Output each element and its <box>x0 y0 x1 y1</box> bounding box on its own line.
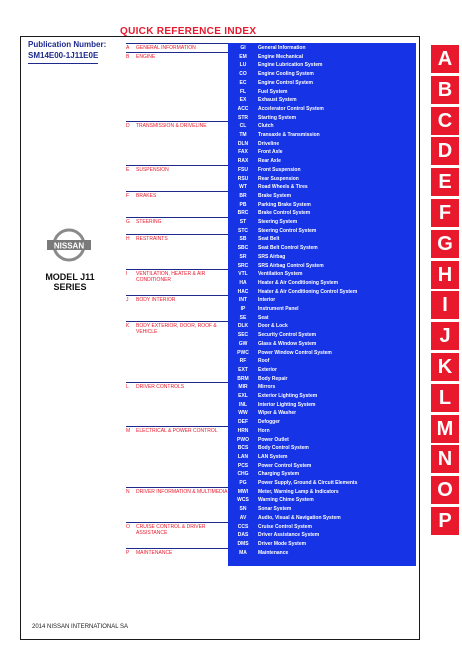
group-name: RESTRAINTS <box>136 236 168 243</box>
index-title: Power Outlet <box>258 436 289 443</box>
index-row[interactable] <box>228 305 416 314</box>
index-code: CHG <box>237 471 249 478</box>
index-row[interactable] <box>228 523 416 532</box>
index-row[interactable] <box>228 235 416 244</box>
index-code: BRM <box>237 375 249 382</box>
index-title: SRS Airbag Control System <box>258 262 324 269</box>
group-divider <box>126 191 228 192</box>
publication-divider <box>28 63 98 64</box>
index-title: Engine Mechanical <box>258 53 304 60</box>
index-title: General Information <box>258 45 306 51</box>
index-title: Charging System <box>258 471 300 478</box>
index-row[interactable] <box>228 183 416 192</box>
index-code: PG <box>239 480 247 486</box>
index-row[interactable] <box>228 70 416 79</box>
index-title: Exhaust System <box>258 97 297 104</box>
index-row[interactable] <box>228 209 416 218</box>
group-name: SUSPENSION <box>136 166 169 173</box>
index-code: TM <box>239 132 247 138</box>
group-divider <box>126 426 228 427</box>
index-row[interactable] <box>228 392 416 401</box>
group-divider <box>126 43 228 44</box>
index-title: Mirrors <box>258 384 276 391</box>
index-title: Horn <box>258 427 270 434</box>
index-title: Seat Belt Control System <box>258 245 318 252</box>
index-title: Clutch <box>258 123 274 130</box>
group-letter: D <box>126 123 130 130</box>
index-row[interactable] <box>228 401 416 410</box>
index-title: Sonar System <box>258 506 292 513</box>
group-letter: M <box>126 427 131 434</box>
index-title: Seat <box>258 314 269 321</box>
index-code: ACC <box>237 105 249 112</box>
index-title: SRS Airbag <box>258 253 286 260</box>
group-divider <box>126 269 228 270</box>
index-row[interactable] <box>228 514 416 523</box>
index-code: RSU <box>237 175 249 182</box>
index-title: Power Window Control System <box>258 349 332 356</box>
index-title: Parking Brake System <box>258 201 311 208</box>
nissan-logo <box>46 228 92 267</box>
section-tab[interactable]: C <box>431 107 459 135</box>
index-row[interactable] <box>228 470 416 479</box>
index-code: DEF <box>238 419 248 426</box>
section-tab[interactable]: B <box>431 76 459 104</box>
index-code: HA <box>239 279 247 286</box>
index-row[interactable] <box>228 444 416 453</box>
index-row[interactable] <box>228 409 416 418</box>
index-code: HAC <box>237 288 249 295</box>
index-row[interactable] <box>228 479 416 488</box>
index-code: STC <box>238 227 248 234</box>
index-title: Driver Mode System <box>258 540 307 547</box>
section-tab[interactable]: N <box>431 445 459 473</box>
index-row[interactable] <box>228 96 416 105</box>
group-letter: J <box>126 297 129 304</box>
index-row[interactable] <box>228 166 416 175</box>
index-code: BR <box>239 192 247 199</box>
group-letter: B <box>126 53 130 60</box>
index-title: Maintenance <box>258 549 289 556</box>
index-code: GW <box>238 340 248 347</box>
index-code: SEC <box>237 332 249 339</box>
index-row[interactable] <box>228 79 416 88</box>
index-title: Seat Belt <box>258 236 280 243</box>
index-row[interactable] <box>228 201 416 210</box>
section-tab[interactable]: D <box>431 137 459 165</box>
index-code: LAN <box>237 453 249 460</box>
index-code: INT <box>238 297 248 304</box>
index-row[interactable] <box>228 114 416 123</box>
section-tab[interactable]: O <box>431 476 459 504</box>
index-code: WW <box>238 410 248 417</box>
index-title: Heater & Air Conditioning System <box>258 279 339 286</box>
index-row[interactable] <box>228 105 416 114</box>
group-name: BRAKES <box>136 192 157 199</box>
index-code: EC <box>239 79 247 86</box>
index-row[interactable] <box>228 131 416 140</box>
index-row[interactable] <box>228 505 416 514</box>
index-title: Security Control System <box>258 332 317 339</box>
index-row[interactable] <box>228 53 416 62</box>
index-code: SN <box>239 506 247 513</box>
index-code: SR <box>239 253 247 260</box>
group-letter: G <box>126 219 130 225</box>
index-code: IP <box>240 306 246 312</box>
index-title: Transaxle & Transmission <box>258 132 320 138</box>
group-letter: O <box>126 523 130 530</box>
index-title: Rear Axle <box>258 158 281 165</box>
index-code: VTL <box>238 271 248 278</box>
index-code: WT <box>239 184 247 191</box>
index-title: Door & Lock <box>258 323 288 330</box>
index-title: Exterior <box>258 366 277 373</box>
index-row[interactable] <box>228 175 416 184</box>
index-code: MWI <box>237 488 249 495</box>
group-name: VENTILATION, HEATER & AIR CONDITIONER <box>136 271 206 284</box>
index-code: CL <box>239 123 247 130</box>
index-code: RF <box>239 358 247 365</box>
index-title: Heater & Air Conditioning Control System <box>258 288 358 295</box>
section-tab[interactable]: I <box>431 291 459 319</box>
index-title: Front Axle <box>258 149 283 156</box>
index-row[interactable] <box>228 331 416 340</box>
section-tab[interactable]: H <box>431 261 459 289</box>
index-title: Meter, Warning Lamp & Indicators <box>258 488 339 495</box>
index-title: Ventilation System <box>258 271 303 278</box>
group-name: DRIVER INFORMATION & MULTIMEDIA <box>136 488 228 495</box>
group-divider <box>126 217 228 218</box>
group-divider <box>126 522 228 523</box>
index-title: Front Suspension <box>258 166 301 173</box>
index-row[interactable] <box>228 296 416 305</box>
index-title: Starting System <box>258 114 297 121</box>
index-code: EXL <box>238 393 248 399</box>
group-letter: K <box>126 323 130 330</box>
index-code: STR <box>238 114 248 121</box>
index-title: Steering System <box>258 219 298 225</box>
index-title: Power Control System <box>258 462 312 469</box>
section-tab[interactable]: K <box>431 353 459 381</box>
index-code: SB <box>239 236 247 243</box>
group-letter: P <box>126 549 130 556</box>
index-row[interactable] <box>228 549 416 558</box>
index-code: PWC <box>237 349 249 356</box>
index-row[interactable] <box>228 349 416 358</box>
index-code: EXT <box>238 366 248 373</box>
index-row[interactable] <box>228 357 416 366</box>
index-row[interactable] <box>228 270 416 279</box>
index-code: SBC <box>237 245 249 252</box>
index-row[interactable] <box>228 157 416 166</box>
group-name: ELECTRICAL & POWER CONTROL <box>136 427 218 434</box>
index-code: DMS <box>237 540 249 547</box>
index-title: Cruise Control System <box>258 523 312 530</box>
group-name: CRUISE CONTROL & DRIVER ASSISTANCE <box>136 523 206 536</box>
index-code: CCS <box>237 523 249 530</box>
index-title: LAN System <box>258 453 288 460</box>
index-title: Rear Suspension <box>258 175 299 182</box>
index-code: FL <box>239 88 247 95</box>
index-code: DLK <box>237 323 249 330</box>
index-row[interactable] <box>228 427 416 436</box>
index-code: DAS <box>237 532 249 539</box>
index-row[interactable] <box>228 322 416 331</box>
section-tab[interactable]: J <box>431 322 459 350</box>
index-title: Engine Control System <box>258 79 314 86</box>
index-code: PWO <box>237 436 249 443</box>
section-tab[interactable]: G <box>431 230 459 258</box>
index-row[interactable] <box>228 366 416 375</box>
index-code: WCS <box>237 497 249 504</box>
group-divider <box>126 234 228 235</box>
index-title: Accelerator Control System <box>258 105 324 112</box>
index-title: Audio, Visual & Navigation System <box>258 514 341 521</box>
group-name: BODY INTERIOR <box>136 297 176 304</box>
group-letter: H <box>126 236 130 243</box>
index-title: Driveline <box>258 140 280 147</box>
group-letter: F <box>126 192 130 199</box>
model-name: MODEL J11 <box>45 272 95 282</box>
model-label <box>20 272 120 292</box>
section-tab[interactable]: A <box>431 45 459 73</box>
group-letter: I <box>126 271 128 278</box>
index-code: BRC <box>237 210 249 217</box>
group-divider <box>126 548 228 549</box>
index-code: FAX <box>238 149 248 156</box>
index-code: MIR <box>238 384 248 391</box>
group-name: BODY EXTERIOR, DOOR, ROOF & VEHICLE <box>136 323 217 336</box>
index-row[interactable] <box>228 61 416 70</box>
group-name: DRIVER CONTROLS <box>136 384 185 391</box>
index-title: Engine Lubrication System <box>258 62 323 69</box>
index-row[interactable] <box>228 262 416 271</box>
index-code: FSU <box>238 166 248 173</box>
index-row[interactable] <box>228 462 416 471</box>
group-divider <box>126 165 228 166</box>
index-code: LU <box>239 62 247 69</box>
index-title: Exterior Lighting System <box>258 393 318 399</box>
index-code: PCS <box>237 462 249 469</box>
copyright-notice: 2014 NISSAN INTERNATIONAL SA <box>32 624 129 630</box>
group-name: MAINTENANCE <box>136 549 173 556</box>
group-letter: A <box>126 45 130 51</box>
publication-number: SM14E00-1J11E0E <box>28 51 99 60</box>
index-row[interactable] <box>228 418 416 427</box>
index-row[interactable] <box>228 44 416 53</box>
index-code: ST <box>239 219 247 225</box>
index-code: RAX <box>237 158 249 165</box>
index-row[interactable] <box>228 218 416 227</box>
index-row[interactable] <box>228 148 416 157</box>
index-title: Interior Lighting System <box>258 401 316 408</box>
index-code: GI <box>240 45 246 51</box>
index-code: EM <box>239 53 247 60</box>
index-title: Fuel System <box>258 88 288 95</box>
index-code: INL <box>238 401 248 408</box>
index-title: Brake Control System <box>258 210 311 217</box>
group-divider <box>126 295 228 296</box>
index-title: Interior <box>258 297 276 304</box>
group-divider <box>126 382 228 383</box>
index-row[interactable] <box>228 540 416 549</box>
index-code: SE <box>239 314 247 321</box>
index-title: Road Wheels & Tires <box>258 184 308 191</box>
index-title: Roof <box>258 358 270 365</box>
logo-wordmark: NISSAN <box>53 241 85 251</box>
section-tab[interactable]: F <box>431 199 459 227</box>
group-divider <box>126 52 228 53</box>
section-tab[interactable]: P <box>431 507 459 535</box>
index-row[interactable] <box>228 314 416 323</box>
index-title: Glass & Window System <box>258 340 317 347</box>
index-row[interactable] <box>228 140 416 149</box>
index-title: Power Supply, Ground & Circuit Elements <box>258 480 358 486</box>
index-row[interactable] <box>228 340 416 349</box>
group-name: TRANSMISSION & DRIVELINE <box>136 123 207 130</box>
index-title: Body Repair <box>258 375 288 382</box>
group-divider <box>126 321 228 322</box>
group-divider <box>126 487 228 488</box>
section-tab[interactable]: M <box>431 415 459 443</box>
index-title: Wiper & Washer <box>258 410 297 417</box>
index-row[interactable] <box>228 288 416 297</box>
index-code: SRC <box>237 262 249 269</box>
group-letter: N <box>126 488 130 495</box>
index-code: MA <box>239 549 247 556</box>
index-row[interactable] <box>228 531 416 540</box>
group-divider <box>126 121 228 122</box>
index-row[interactable] <box>228 488 416 497</box>
group-letter: E <box>126 166 130 173</box>
model-series: SERIES <box>53 282 87 292</box>
index-row[interactable] <box>228 244 416 253</box>
section-tab[interactable]: E <box>431 168 459 196</box>
index-code: HRN <box>237 427 249 434</box>
index-code: EX <box>239 97 247 104</box>
index-code: PB <box>239 201 247 208</box>
publication-label: Publication Number: <box>28 40 107 49</box>
index-row[interactable] <box>228 253 416 262</box>
index-title: Steering Control System <box>258 227 317 234</box>
index-title: Body Control System <box>258 445 309 452</box>
index-title: Defogger <box>258 419 280 426</box>
index-row[interactable] <box>228 496 416 505</box>
index-code: CO <box>239 71 247 78</box>
index-title: Instrument Panel <box>258 306 299 312</box>
index-row[interactable] <box>228 436 416 445</box>
index-row[interactable] <box>228 375 416 384</box>
index-title: Engine Cooling System <box>258 71 314 78</box>
page-title: QUICK REFERENCE INDEX <box>120 26 257 37</box>
index-title: Warning Chime System <box>258 497 314 504</box>
group-name: GENERAL INFORMATION <box>136 45 196 51</box>
index-row[interactable] <box>228 453 416 462</box>
index-row[interactable] <box>228 279 416 288</box>
index-row[interactable] <box>228 227 416 236</box>
index-code: DLN <box>237 140 249 147</box>
index-row[interactable] <box>228 122 416 131</box>
group-name: ENGINE <box>136 53 156 60</box>
index-title: Brake System <box>258 192 292 199</box>
group-name: STEERING <box>136 219 162 225</box>
index-title: Driver Assistance System <box>258 532 320 539</box>
group-letter: L <box>126 384 129 391</box>
section-tab[interactable]: L <box>431 384 459 412</box>
index-code: AV <box>239 514 247 521</box>
index-row[interactable] <box>228 192 416 201</box>
index-code: BCS <box>237 445 249 452</box>
index-row[interactable] <box>228 88 416 97</box>
index-row[interactable] <box>228 383 416 392</box>
